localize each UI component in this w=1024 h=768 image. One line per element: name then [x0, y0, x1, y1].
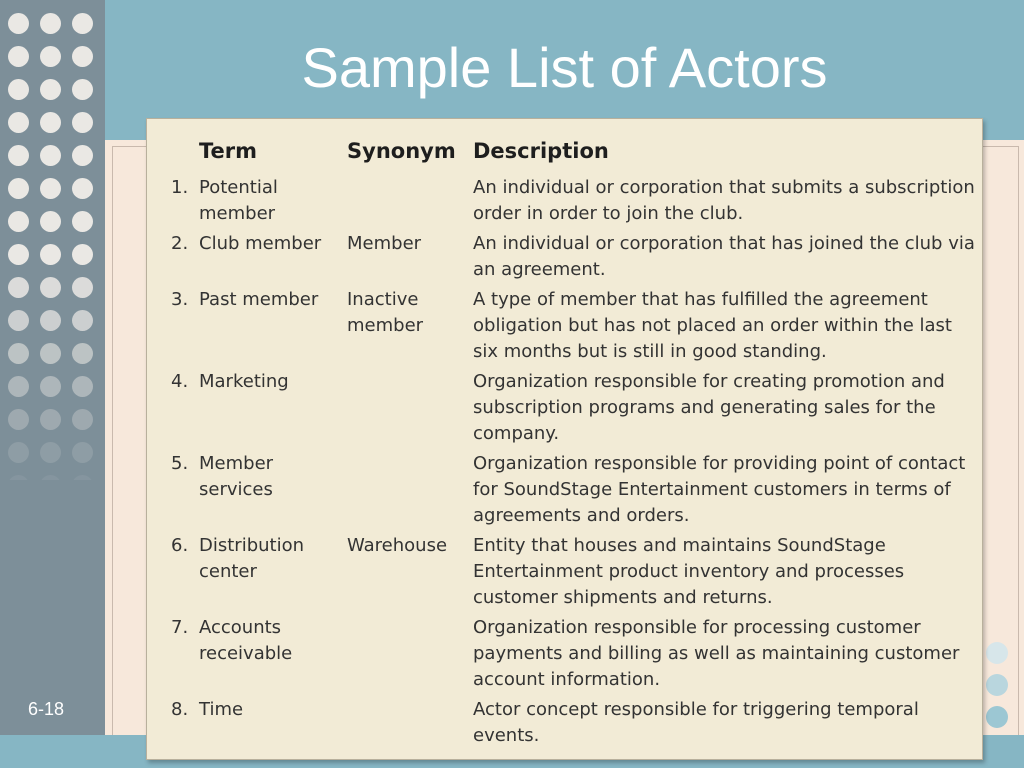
decorative-dot [72, 475, 93, 480]
decorative-dot [72, 376, 93, 397]
row-term: Time [199, 699, 244, 720]
decorative-dot [8, 79, 29, 100]
row-description: An individual or corporation that has joined the club via an agreement. [473, 233, 975, 280]
decorative-dot [72, 13, 93, 34]
row-synonym: Warehouse [347, 535, 448, 556]
decorative-dot [72, 112, 93, 133]
row-term: Member services [199, 453, 274, 500]
decorative-dot [40, 178, 61, 199]
decorative-dot [8, 13, 29, 34]
row-number: 8. [171, 699, 189, 720]
row-number: 5. [171, 453, 189, 474]
row-number: 1. [171, 177, 189, 198]
decorative-dot [40, 442, 61, 463]
row-term: Accounts receivable [199, 617, 293, 664]
row-number: 2. [171, 233, 189, 254]
decorative-dot [72, 244, 93, 265]
decorative-dot [40, 145, 61, 166]
decorative-dot [8, 310, 29, 331]
row-description: Entity that houses and maintains SoundStage Entertainment product inventory and processes customer shipments and returns. [473, 535, 905, 608]
decorative-dot [72, 145, 93, 166]
decorative-dot [72, 310, 93, 331]
decorative-dot [8, 277, 29, 298]
decorative-dot [986, 642, 1008, 664]
row-description: A type of member that has fulfilled the agreement obligation but has not placed an order within the last six months but is still in good standing. [473, 289, 952, 362]
row-number: 3. [171, 289, 189, 310]
decorative-dot [72, 442, 93, 463]
row-term: Club member [199, 233, 322, 254]
column-header-term: Term [199, 139, 258, 163]
column-header-synonym: Synonym [347, 139, 456, 163]
decorative-dot [40, 310, 61, 331]
decorative-corner-dots [980, 640, 1024, 768]
decorative-dot [40, 343, 61, 364]
decorative-dot [40, 244, 61, 265]
row-number: 7. [171, 617, 189, 638]
decorative-dot [72, 178, 93, 199]
decorative-dot [8, 475, 29, 480]
row-term: Past member [199, 289, 319, 310]
slide-title: Sample List of Actors [301, 36, 828, 99]
decorative-dot [8, 343, 29, 364]
row-description: Organization responsible for processing customer payments and billing as well as maintaining customer account information. [473, 617, 960, 690]
row-number: 4. [171, 371, 189, 392]
decorative-dot [986, 706, 1008, 728]
actors-table [146, 118, 983, 760]
decorative-dot [8, 244, 29, 265]
decorative-dot [72, 409, 93, 430]
decorative-dot [40, 13, 61, 34]
decorative-dot [40, 211, 61, 232]
decorative-dot [8, 112, 29, 133]
row-description: Actor concept responsible for triggering temporal events. [473, 699, 919, 746]
decorative-dot [986, 674, 1008, 696]
row-number: 6. [171, 535, 189, 556]
decorative-dot [986, 738, 1008, 760]
row-description: An individual or corporation that submits a subscription order in order to join the club. [473, 177, 975, 224]
row-term: Potential member [199, 177, 278, 224]
left-sidebar-panel [0, 0, 105, 768]
row-synonym: Inactive member [347, 289, 424, 336]
row-synonym: Member [347, 233, 422, 254]
decorative-dot-grid [0, 0, 105, 480]
decorative-dot [72, 211, 93, 232]
decorative-dot [72, 79, 93, 100]
row-description: Organization responsible for creating promotion and subscription programs and generating sales for the company. [473, 371, 945, 444]
decorative-dot [40, 475, 61, 480]
decorative-dot [72, 277, 93, 298]
decorative-dot [72, 343, 93, 364]
decorative-dot [8, 145, 29, 166]
decorative-dot [40, 277, 61, 298]
slide-number: 6-18 [28, 699, 65, 719]
decorative-dot [8, 376, 29, 397]
row-term: Marketing [199, 371, 289, 392]
decorative-dot [8, 409, 29, 430]
decorative-dot [8, 178, 29, 199]
decorative-dot [40, 46, 61, 67]
row-term: Distribution center [199, 535, 305, 582]
decorative-dot [40, 409, 61, 430]
decorative-dot [8, 442, 29, 463]
row-description: Organization responsible for providing point of contact for SoundStage Entertainment customers in terms of agreements and orders. [473, 453, 966, 526]
decorative-dot [40, 376, 61, 397]
decorative-dot [40, 79, 61, 100]
decorative-dot [8, 46, 29, 67]
decorative-dot [40, 112, 61, 133]
decorative-dot [72, 46, 93, 67]
column-header-description: Description [473, 139, 609, 163]
decorative-dot [8, 211, 29, 232]
